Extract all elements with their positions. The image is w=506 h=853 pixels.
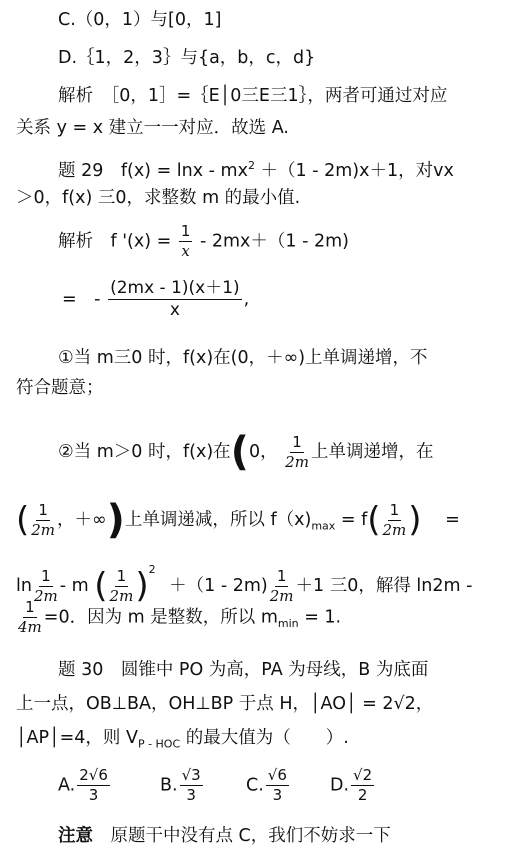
choice-c-label: C. [246,775,264,796]
case-1-line1: ①当 m三0 时，f(x)在(0，＋∞)上单调递增，不 [58,348,428,368]
min-subscript: min [277,617,299,630]
right-paren: ) [106,497,125,543]
fraction-1-over-4m: $\frac{1}{4m}$ [18,598,42,636]
ln-m: - m [59,576,89,596]
choice-d-value: $\frac{√2}{2}$ [353,766,373,804]
option-c: C.（0，1）与[0，1] [58,10,222,30]
q29-text-b: ＋（1 - 2m)x＋1，对vx [254,160,454,181]
fraction-1-over-2m-b: $\frac{1}{2m}$ [31,500,56,539]
question-30-line2: 上一点，OB⊥BA，OH⊥BP 于点 H，│AO│ = 2√2， [16,694,434,714]
q30-tail: 的最大值为（ ）. [180,728,349,748]
case2-zero: 0， [248,442,278,462]
fraction-1-over-2m-c: $\frac{1}{2m}$ [382,500,407,539]
choice-b [160,768,205,803]
solution-29-derivative [58,224,349,259]
case3-end: = [445,510,460,530]
ln-expression-line: ln $\frac{1}{2m}$ - m ( $\frac{1}{2m}$ )$^2$ ＋（1 - 2m) $\frac{1}{2m}$ ＋1 三0，解得 ln2m - [16,563,473,606]
ln-mid: ＋（1 - 2m) [169,576,268,596]
fraction-ln-arg: $\frac{1}{2m}$ [33,566,58,605]
fraction-1-over-x: $\frac{1}{x}$ [180,222,191,260]
derivative-factored [62,280,249,319]
choice-b-value: $\frac{√3}{3}$ [181,766,201,804]
square-exponent: 2 [148,563,156,576]
choice-c-value: $\frac{√6}{3}$ [267,766,287,804]
sol29-tail: - 2mx＋（1 - 2m) [199,231,349,252]
choice-a [58,768,112,803]
choice-a-value: $\frac{2√6}{3}$ [79,766,108,804]
question-30-line3 [16,724,349,759]
choice-a-label: A. [58,775,76,796]
case2-lead: ②当 m＞0 时，f(x)在 [58,442,231,462]
case3-eq: = f [335,510,368,530]
case-1-line2: 符合题意； [16,378,104,398]
q29-exponent: 2 [247,159,255,172]
choice-b-label: B. [160,775,178,796]
ln-end: ＋1 三0，解得 ln2m - [295,576,473,596]
choice-d-label: D. [330,775,350,796]
case3-text: 上单调递减，所以 f（x) [124,510,312,530]
note-label: 注意 [58,826,93,846]
note-line [58,822,391,850]
fraction-squared: $\frac{1}{2m}$ [109,566,134,605]
sol29-lead: 解析 f '(x) = [58,231,172,252]
eq-comma: , [243,289,250,310]
solution-28-line2: 关系 y = x 建立一一对应．故选 A. [16,118,289,138]
solution-28-line1: 解析 ［0，1］=｛E│0三E三1｝，两者可通过对应 [58,86,448,106]
conclusion-line [16,600,341,638]
fraction-ln-third: $\frac{1}{2m}$ [269,566,294,605]
max-subscript: max [311,519,336,533]
case2-tail: 上单调递增，在 [310,442,434,462]
fraction-factored: $\frac{(2mx - 1)(x+1)}{x}$ [110,278,240,320]
volume-subscript: P - HOC [137,737,181,751]
conclusion-end: = 1. [298,607,342,628]
q29-text-a: 题 29 f(x) = lnx - mx [58,160,248,181]
choice-c [246,768,291,803]
ln-lead: ln [16,576,32,596]
option-d: D.｛1，2，3｝与{a，b，c，d} [58,48,316,68]
case-2-decreasing: ( $\frac{1}{2m}$ ，＋∞)上单调递减，所以 $f(x)_{max} = f$( $\frac{1}{2m}$ ) = [16,497,460,543]
question-29-line2: ＞0，f(x) 三0，求整数 m 的最小值. [16,188,301,208]
question-29-line1 [58,152,454,185]
q30-lead: │AP│=4，则 V [16,728,138,748]
question-30-line1: 题 30 圆锥中 PO 为高，PA 为母线，B 为底面 [58,660,429,680]
fraction-1-over-2m: $\frac{1}{2m}$ [285,432,309,471]
note-text: 原题干中没有点 C，我们不妨求一下 [93,826,391,846]
choice-d [330,768,376,803]
left-paren: ( [230,429,249,475]
case-2-line [58,429,434,475]
conclusion-text: =0．因为 m 是整数，所以 m [43,607,278,628]
eq-lead: = - [62,289,101,310]
case3-infinity: ，＋∞ [57,510,107,530]
